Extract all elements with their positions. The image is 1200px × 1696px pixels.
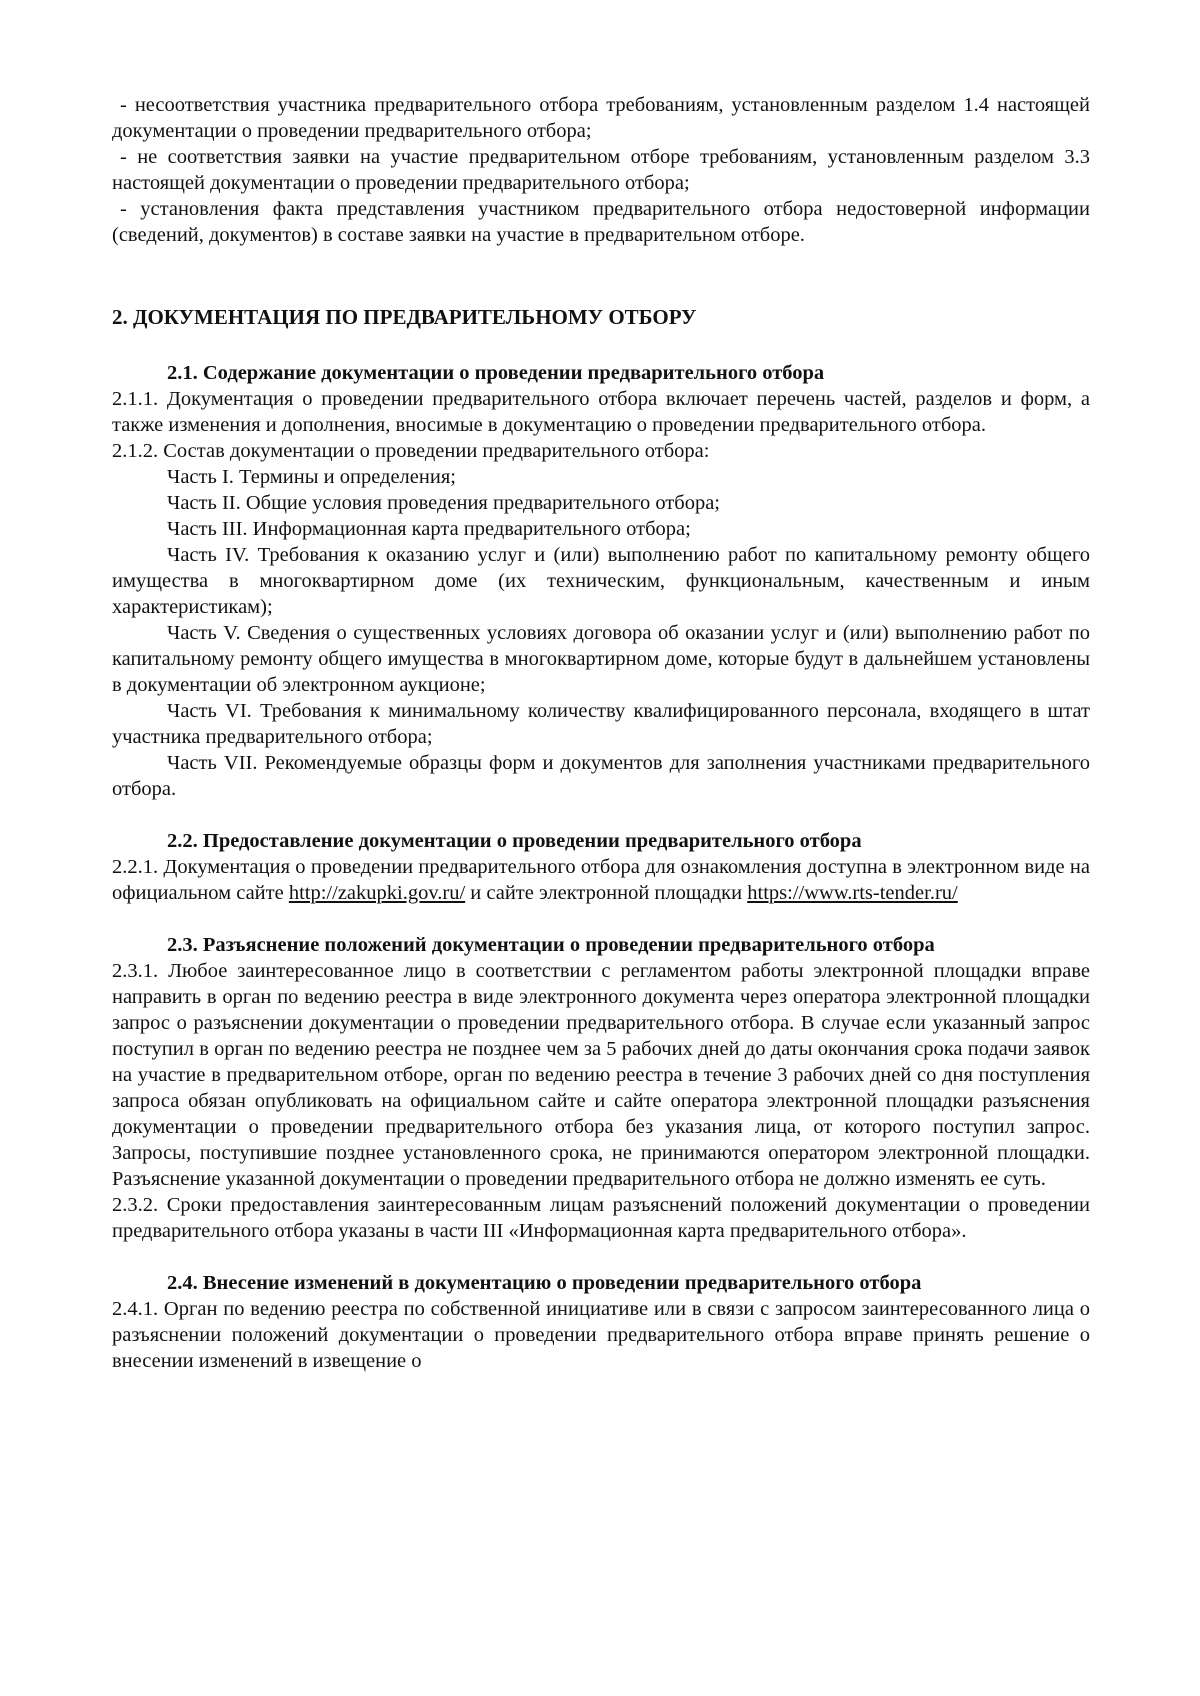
- spacer: [112, 1244, 1090, 1270]
- section-2-4-title: 2.4. Внесение изменений в документацию о проведении предварительного отбора: [167, 1272, 922, 1294]
- paragraph-2-3-1-text: Любое заинтересованное лицо в соответствии с регламентом работы электронной площадки вправе направить в орган по ведению реестра в виде электронного документа через оператора электронной площадки запрос о разъяснении документации о проведении предварительного отбора. В случае если указанный запрос поступил в орган по ведению реестра не позднее чем за 5 рабочих дней до даты окончания срока подачи заявок на участие в предварительном отборе, орган по ведению реестра в течение 3 рабочих дней со дня поступления запроса обязан опубликовать на официальном сайте и сайте оператора электронной площадки разъяснения документации о проведении предварительного отбора без указания лица, от которого поступил запрос. Запросы, поступившие позднее установленного срока, не принимаются оператором электронной площадки. Разъяснение указанной документации о проведении предварительного отбора не должно изменять ее суть.: [112, 960, 1090, 1190]
- part-6: Часть VI. Требования к минимальному количеству квалифицированного персонала, входящего в штат участника предварительного отбора;: [112, 700, 1090, 748]
- part-2: Часть II. Общие условия проведения предварительного отбора;: [167, 492, 720, 514]
- document-page: [112, 92, 1090, 1374]
- part-5: Часть V. Сведения о существенных условиях договора об оказании услуг и (или) выполнению работ по капитальному ремонту общего имущества в многоквартирном доме, которые будут в дальнейшем установлены в документации об электронном аукционе;: [112, 622, 1090, 696]
- paragraph-2-4-1: [112, 1296, 1090, 1374]
- part-4: Часть IV. Требования к оказанию услуг и (или) выполнению работ по капитальному ремонту общего имущества в многоквартирном доме (их техническим, функциональным, качественным и иным характеристикам);: [112, 544, 1090, 618]
- paragraph-2-2-1: [112, 854, 1090, 906]
- spacer: [112, 906, 1090, 932]
- paragraph-2-4-1-text: Орган по ведению реестра по собственной инициативе или в связи с запросом заинтересованного лица о разъяснении положений документации о проведении предварительного отбора вправе принять решение о внесении изменений в извещение о: [112, 1298, 1090, 1372]
- paragraph-2-2-1-text: 2.2.1. Документация о проведении предварительного отбора для ознакомления доступна в электронном виде на официальном сайте: [112, 856, 1090, 904]
- section-2-1-title: 2.1. Содержание документации о проведении предварительного отбора: [167, 362, 825, 384]
- paragraph-number: 2.3.1.: [112, 960, 159, 982]
- paragraph-number: 2.3.2.: [112, 1194, 159, 1216]
- intro-item-2: - не соответствия заявки на участие предварительном отборе требованиям, установленным разделом 3.3 настоящей документации о проведении предварительного отбора;: [112, 146, 1090, 194]
- spacer: [112, 802, 1090, 828]
- section-2-2-title: 2.2. Предоставление документации о проведении предварительного отбора: [167, 830, 862, 852]
- paragraph-2-3-2-text: Сроки предоставления заинтересованным лицам разъяснений положений документации о проведении предварительного отбора указаны в части III «Информационная карта предварительного отбора».: [112, 1194, 1091, 1242]
- paragraph-2-3-1: [112, 958, 1090, 1192]
- intro-item-3: - установления факта представления участником предварительного отбора недостоверной информации (сведений, документов) в составе заявки на участие в предварительном отборе.: [112, 198, 1090, 246]
- part-7: Часть VII. Рекомендуемые образцы форм и документов для заполнения участниками предварительного отбора.: [112, 752, 1090, 800]
- part-3: Часть III. Информационная карта предварительного отбора;: [167, 518, 691, 540]
- paragraph-2-3-2: [112, 1192, 1090, 1244]
- section-2-3-title: 2.3. Разъяснение положений документации о проведении предварительного отбора: [167, 934, 935, 956]
- paragraph-2-1-2: 2.1.2. Состав документации о проведении предварительного отбора:: [112, 440, 710, 462]
- section-2-title: 2. ДОКУМЕНТАЦИЯ ПО ПРЕДВАРИТЕЛЬНОМУ ОТБОРУ: [112, 305, 697, 329]
- paragraph-2-1-1: 2.1.1. Документация о проведении предварительного отбора включает перечень частей, разделов и форм, а также изменения и дополнения, вносимые в документацию о проведении предварительного отбора.: [112, 388, 1090, 436]
- zakupki-link[interactable]: http://zakupki.gov.ru/: [288, 882, 466, 904]
- paragraph-number: 2.4.1.: [112, 1298, 159, 1320]
- rts-tender-link[interactable]: https://www.rts-tender.ru/: [747, 882, 958, 904]
- intro-item-1: - несоответствия участника предварительного отбора требованиям, установленным разделом 1.4 настоящей документации о проведении предварительного отбора;: [112, 94, 1090, 142]
- paragraph-2-2-1-text-2: и сайте электронной площадки: [465, 882, 748, 904]
- part-1: Часть I. Термины и определения;: [167, 466, 456, 488]
